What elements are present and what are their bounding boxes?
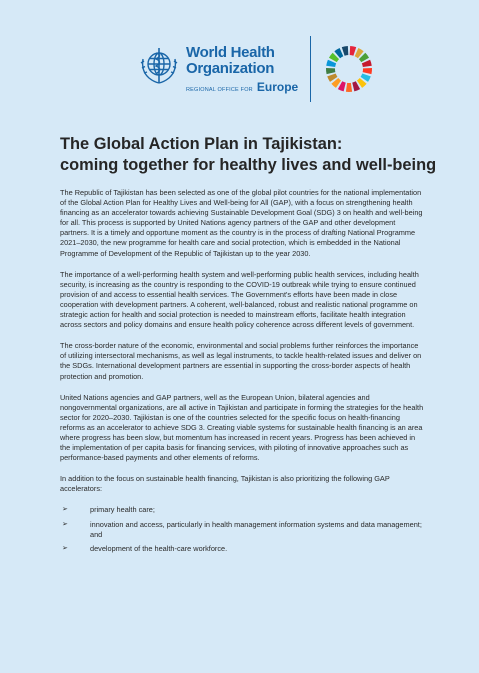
region-office-label: REGIONAL OFFICE FOR [186, 86, 253, 93]
sdg-wheel-segment [363, 68, 372, 74]
sdg-wheel-icon [325, 45, 373, 93]
title-line-1: The Global Action Plan in Tajikistan: [60, 135, 343, 153]
sdg-wheel-segment [350, 46, 357, 56]
paragraph-5: In addition to the focus on sustainable health financing, Tajikistan is also prioritizing the following GAP accelerators: [60, 474, 390, 494]
paragraph-1: The Republic of Tajikistan has been selected as one of the global pilot countries for the national implementation of the Global Action Plan for Healthy Lives and Well-being for All (GAP), with a focus on strengthening health financing as an accelerator towards achieving Sustainable Development Goal (SDG) 3 on health and well-being for all. This process is supported by United Nations agency partners of the GAP and other development partners. It is a timely and opportune moment as the country is in the process of drafting National Programme 2021–2030, the new programme for health care and social protection, which is embedded in the National Programme of Development of the Republic of Tajikistan up to the year 2030. [60, 188, 423, 258]
list-item-text: innovation and access, particularly in health management information systems and data management; and [90, 519, 422, 539]
list-item-text: primary health care; [90, 505, 155, 515]
who-wordmark [186, 45, 298, 94]
sdg-wheel-segment [342, 46, 349, 56]
body-text [60, 188, 424, 558]
paragraph-2: The importance of a well-performing health system and well-performing public health services, including health security, is increasing as the country is responding to the COVID-19 outbreak while trying to ensure continued provision of and access to essential health services. The Government's efforts have been made in close cooperation with development partners. A coherent, well-balanced, robust and realistic national programme on strategic action for health and social protection is needed to mainstream efforts, facilitate health integration across sectors and policy domains and ensure health policy coherence across different levels of government. [60, 269, 419, 330]
paragraph-4: United Nations agencies and GAP partners, well as the European Union, bilateral agencies and nongovernmental organizations, are all active in Tajikistan and participate in forming the strategies for the health sector for 2020–2030. Tajikistan is one of the countries selected for the specific focus on health-financing reforms as an accelerator to achieve SDG 3. Creating viable systems for sustainable health financing is an area where progress has been slow, but momentum has increased in recent years. Progress has been achieved in the implementation of per capita basis for financing services, with piloting of innovative approaches such as performance-based payments and other elements of reforms. [60, 392, 424, 463]
list-item [60, 544, 424, 554]
accelerator-list [60, 505, 424, 553]
header-logos [137, 36, 373, 102]
bullet-arrow-icon: ➢ [62, 506, 68, 514]
page-title [60, 134, 440, 176]
list-item [60, 520, 424, 540]
list-item [60, 505, 424, 515]
title-line-2: coming together for healthy lives and well-being [60, 156, 437, 174]
region-name: Europe [256, 79, 299, 94]
bullet-arrow-icon: ➢ [62, 520, 68, 528]
paragraph-3: The cross-border nature of the economic, environmental and social problems further reinforces the importance of utilizing intersectoral mechanisms, as well as legal instruments, to tackle health-related issues and deliver on the SDGs. International development partners are essential in supporting the cross-border aspects of health protection and promotion. [60, 341, 422, 381]
org-name-line2: Organization [186, 59, 275, 77]
region-row [186, 80, 298, 94]
list-item-text: development of the health-care workforce. [90, 543, 228, 553]
sdg-wheel-segment [346, 83, 352, 92]
org-name-line1: World Health [186, 43, 275, 61]
bullet-arrow-icon: ➢ [62, 544, 68, 552]
header-divider [310, 36, 311, 102]
sdg-wheel-segment [326, 68, 335, 74]
who-emblem-icon [137, 43, 181, 87]
